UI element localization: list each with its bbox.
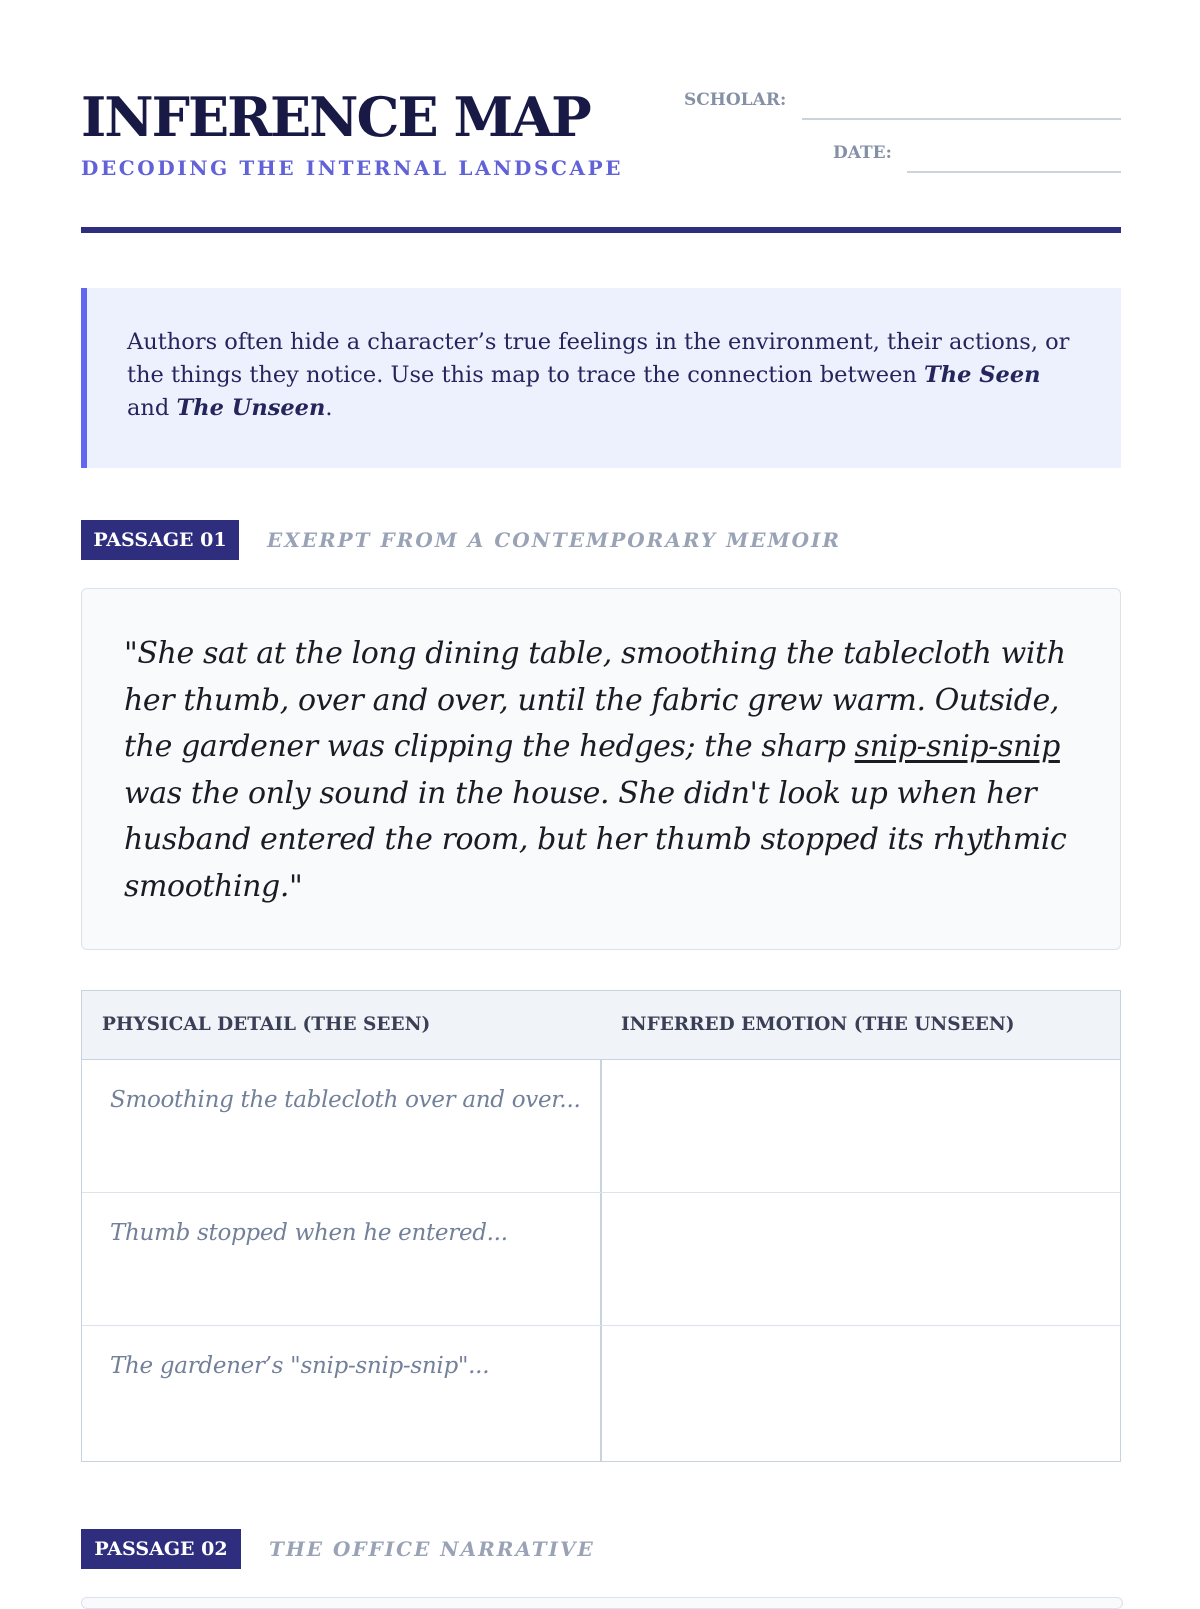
worksheet-header [81,84,1121,234]
passage-01-source: EXERPT FROM A CONTEMPORARY MEMOIR [267,528,841,552]
page-subtitle: DECODING THE INTERNAL LANDSCAPE [81,156,624,180]
scholar-label: SCHOLAR: [684,90,787,110]
instructions-text: Authors often hide a character’s true feelings in the environment, their actions, or the things they notice. Use this map to trace the connection between [127,329,1070,388]
page-title: INFERENCE MAP [81,85,590,149]
seen-prompt: The gardener’s "snip-snip-snip"... [110,1353,490,1379]
passage-02-source: THE OFFICE NARRATIVE [269,1537,595,1561]
instructions-and: and [127,395,177,421]
date-field[interactable] [907,171,1121,173]
the-unseen-term: The Unseen [176,395,326,421]
date-label: DATE: [833,143,892,163]
seen-prompt: Thumb stopped when he entered... [110,1220,508,1246]
column-header-seen: PHYSICAL DETAIL (THE SEEN) [102,1014,431,1035]
quote-text-end: was the only sound in the house. She didn't look up when her husband entered the room, but her thumb stopped its rhythmic smoothing." [124,775,1067,904]
quote-underlined-phrase: snip-snip-snip [854,729,1060,764]
table-row [82,1192,1120,1326]
quote-text-start: "She sat at the long dining table, smoothing the tablecloth with her thumb, over and over, until the fabric grew warm. Outside, the gardener was clipping the hedges; the sharp [124,636,1066,764]
header-divider [81,227,1121,233]
passage-01-quote [81,588,1121,950]
instructions-box [81,288,1121,468]
unseen-answer-cell[interactable] [602,1325,1120,1458]
table-header [82,991,1120,1060]
unseen-answer-cell[interactable] [602,1059,1120,1192]
inference-table [81,990,1121,1462]
passage-01-tag: PASSAGE 01 [81,520,239,560]
column-header-unseen: INFERRED EMOTION (THE UNSEEN) [621,1014,1015,1035]
worksheet-page [81,0,1121,1600]
unseen-answer-cell[interactable] [602,1192,1120,1325]
scholar-field[interactable] [802,118,1121,120]
instructions-period: . [325,395,333,421]
table-row [82,1325,1120,1458]
passage-02-tag: PASSAGE 02 [81,1529,241,1569]
the-seen-term: The Seen [924,362,1041,388]
passage-02-quote [81,1597,1123,1609]
seen-prompt: Smoothing the tablecloth over and over... [110,1087,581,1113]
table-row [82,1059,1120,1193]
